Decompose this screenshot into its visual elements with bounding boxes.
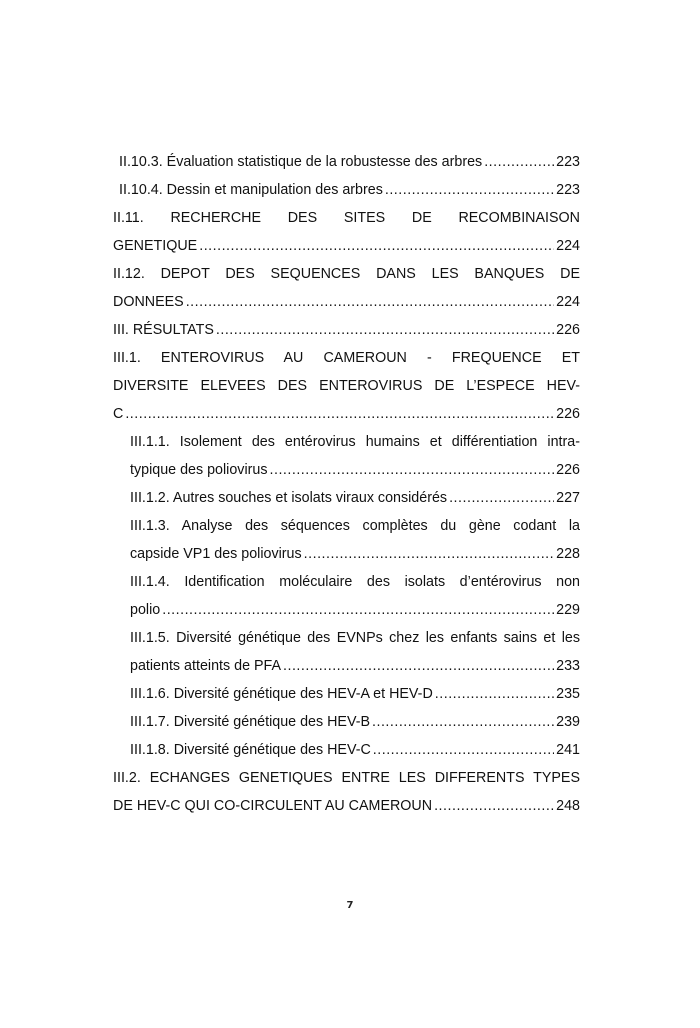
toc-entry[interactable] (113, 148, 580, 176)
toc-entry-title-cont: patients atteints de PFA (130, 658, 282, 674)
toc-entry-title-cont: DONNEES (113, 294, 184, 310)
toc-entry-title: III.1.2. Autres souches et isolats viraux considérés (130, 490, 448, 506)
toc-entry[interactable] (113, 344, 580, 428)
dot-leader (216, 316, 554, 344)
table-of-contents (113, 148, 580, 820)
toc-entry[interactable] (113, 260, 580, 316)
toc-entry-title-cont: capside VP1 des poliovirus (130, 546, 302, 562)
toc-entry[interactable] (113, 316, 580, 344)
toc-entry-title: III.2. ECHANGES GENETIQUES ENTRE LES DIFFERENTS TYPES (113, 770, 580, 786)
toc-entry-title-cont: polio (130, 602, 161, 618)
toc-entry-page: 248 (556, 798, 580, 814)
dot-leader (199, 232, 554, 260)
toc-entry[interactable] (113, 680, 580, 708)
toc-entry[interactable] (113, 568, 580, 624)
toc-entry[interactable] (113, 708, 580, 736)
toc-entry-page: 228 (556, 546, 580, 562)
dot-leader (162, 596, 554, 624)
toc-entry-page: 226 (556, 322, 580, 338)
toc-entry[interactable] (113, 764, 580, 820)
dot-leader (283, 652, 554, 680)
dot-leader (304, 540, 554, 568)
toc-entry-page: 229 (556, 602, 580, 618)
toc-entry[interactable] (113, 512, 580, 568)
toc-entry-title-cont: DE HEV-C QUI CO-CIRCULENT AU CAMEROUN (113, 798, 433, 814)
toc-entry[interactable] (113, 204, 580, 260)
toc-entry[interactable] (113, 484, 580, 512)
toc-entry-title: II.10.4. Dessin et manipulation des arbres (119, 182, 383, 198)
toc-entry-title: III.1. ENTEROVIRUS AU CAMEROUN - FREQUENCE ET (113, 350, 580, 366)
toc-entry-title: III.1.5. Diversité génétique des EVNPs chez les enfants sains et les (130, 630, 580, 646)
toc-entry-title: III.1.1. Isolement des entérovirus humains et différentiation intra- (130, 434, 580, 450)
page-number: 7 (346, 900, 354, 911)
toc-entry-title: III.1.8. Diversité génétique des HEV-C (130, 742, 371, 758)
toc-entry[interactable] (113, 624, 580, 680)
toc-entry-title: II.10.3. Évaluation statistique de la robustesse des arbres (119, 154, 483, 170)
toc-entry-page: 223 (556, 154, 580, 170)
toc-entry-title: II.11. RECHERCHE DES SITES DE RECOMBINAISON (113, 210, 580, 226)
toc-entry-title: III.1.4. Identification moléculaire des isolats d’entérovirus non (130, 574, 580, 590)
dot-leader (434, 792, 554, 820)
toc-entry-title: II.12. DEPOT DES SEQUENCES DANS LES BANQUES DE (113, 266, 580, 282)
toc-entry-page: 223 (556, 182, 580, 198)
toc-entry-page: 241 (556, 742, 580, 758)
toc-entry-page: 224 (556, 294, 580, 310)
toc-entry-title-cont: typique des poliovirus (130, 462, 268, 478)
dot-leader (484, 148, 554, 176)
toc-entry-page: 226 (556, 462, 580, 478)
toc-entry-title-cont: C (113, 406, 124, 422)
toc-entry-page: 235 (556, 686, 580, 702)
dot-leader (186, 288, 554, 316)
dot-leader (125, 400, 554, 428)
toc-entry-page: 233 (556, 658, 580, 674)
toc-entry[interactable] (113, 428, 580, 484)
toc-entry-title-cont: GENETIQUE (113, 238, 198, 254)
toc-entry-title: III.1.6. Diversité génétique des HEV-A et HEV-D (130, 686, 433, 702)
toc-entry-title: III. RÉSULTATS (113, 322, 214, 338)
dot-leader (385, 176, 554, 204)
toc-entry-page: 224 (556, 238, 580, 254)
dot-leader (270, 456, 555, 484)
toc-entry-page: 227 (556, 490, 580, 506)
toc-entry-title: III.1.7. Diversité génétique des HEV-B (130, 714, 370, 730)
toc-entry-title-cont: DIVERSITE ELEVEES DES ENTEROVIRUS DE L’ESPECE HEV- (113, 378, 580, 394)
dot-leader (435, 680, 554, 708)
dot-leader (372, 708, 554, 736)
toc-entry-page: 239 (556, 714, 580, 730)
dot-leader (373, 736, 554, 764)
toc-entry-page: 226 (556, 406, 580, 422)
toc-entry[interactable] (113, 736, 580, 764)
dot-leader (449, 484, 554, 512)
toc-entry[interactable] (113, 176, 580, 204)
toc-entry-title: III.1.3. Analyse des séquences complètes du gène codant la (130, 518, 580, 534)
